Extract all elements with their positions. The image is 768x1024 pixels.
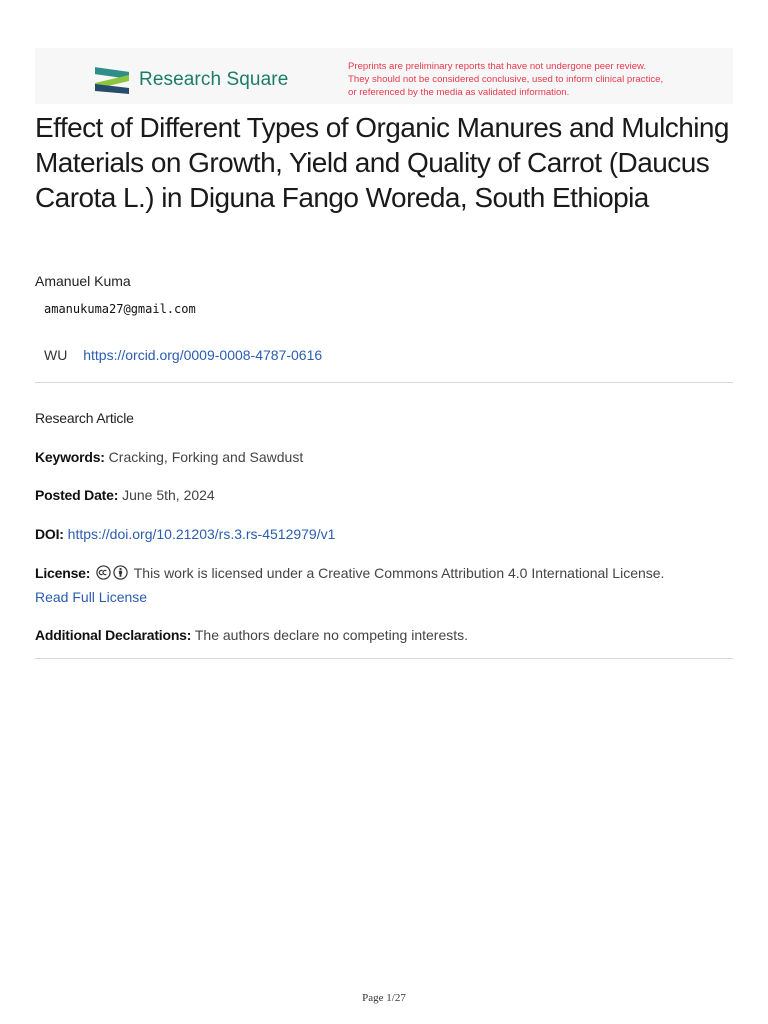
author-name: Amanuel Kuma (35, 273, 131, 289)
license-label: License: (35, 565, 91, 581)
posted-date-label: Posted Date: (35, 487, 119, 503)
license-line (35, 565, 664, 581)
declarations-line (35, 627, 468, 643)
preprint-notice (348, 60, 728, 99)
declarations-value: The authors declare no competing interests. (194, 627, 469, 643)
doi-line (35, 526, 335, 542)
notice-line: or referenced by the media as validated information. (348, 87, 570, 98)
divider (35, 382, 733, 383)
orcid-link[interactable]: https://orcid.org/0009-0008-4787-0616 (83, 347, 323, 363)
keywords-value: Cracking, Forking and Sawdust (108, 449, 304, 465)
posted-date-value: June 5th, 2024 (122, 487, 215, 503)
article-type: Research Article (35, 410, 134, 426)
affiliation-institution: WU (44, 347, 68, 363)
research-square-logo[interactable] (94, 64, 288, 96)
notice-line: Preprints are preliminary reports that have not undergone peer review. (348, 61, 647, 72)
keywords-label: Keywords: (35, 449, 105, 465)
read-full-license-link[interactable]: Read Full License (35, 589, 148, 605)
affiliation-line (44, 347, 322, 363)
logo-text: Research Square (139, 69, 289, 90)
doi-label: DOI: (35, 526, 64, 542)
declarations-label: Additional Declarations: (35, 627, 192, 643)
page-number: Page 1/27 (362, 992, 406, 1004)
by-attribution-icon (113, 565, 128, 580)
doi-link[interactable]: https://doi.org/10.21203/rs.3.rs-4512979/v1 (67, 526, 336, 542)
paper-title: Effect of Different Types of Organic Manures and Mulching Materials on Growth, Yield and Quality of Carrot (Daucus Carota L.) in Diguna Fango Woreda, South Ethiopia (35, 112, 729, 213)
author-email[interactable]: amanukuma27@gmail.com (44, 302, 196, 316)
divider (35, 658, 733, 659)
research-square-logo-icon (94, 65, 130, 95)
cc-icon (96, 565, 111, 580)
read-license-line (35, 589, 147, 605)
license-text: This work is licensed under a Creative Commons Attribution 4.0 International License. (133, 565, 665, 581)
notice-line: They should not be considered conclusive, used to inform clinical practice, (348, 74, 664, 85)
license-icons[interactable] (96, 565, 128, 580)
keywords-line (35, 449, 303, 465)
posted-date-line (35, 487, 215, 503)
